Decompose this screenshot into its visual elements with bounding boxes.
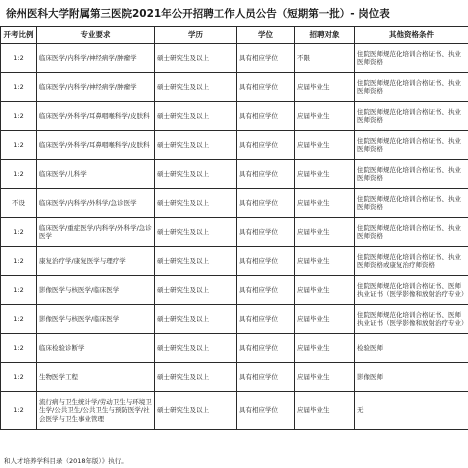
cell-target: 应届毕业生 [295, 334, 355, 363]
header-ratio: 开考比例 [1, 27, 37, 44]
cell-ratio: 1:2 [1, 131, 37, 160]
cell-other: 住院医师规范化培训合格证书、执业医师资格 [355, 102, 468, 131]
cell-education: 硕士研究生及以上 [155, 44, 237, 73]
cell-major: 生物医学工程 [37, 363, 155, 392]
header-target: 招聘对象 [295, 27, 355, 44]
job-table [0, 26, 468, 430]
table-row [1, 189, 468, 218]
cell-ratio: 不设 [1, 189, 37, 218]
cell-ratio: 1:2 [1, 305, 37, 334]
cell-degree: 具有相应学位 [237, 44, 295, 73]
table-row [1, 102, 468, 131]
cell-other: 住院医师规范化培训合格证书、执业医师资格或康复治疗师资格 [355, 247, 468, 276]
cell-major: 康复治疗学/康复医学与理疗学 [37, 247, 155, 276]
table-row [1, 305, 468, 334]
cell-education: 硕士研究生及以上 [155, 131, 237, 160]
footer-note: 和人才培养学科目录（2018年版）》执行。 [4, 457, 128, 465]
header-other: 其他资格条件 [355, 27, 468, 44]
cell-education: 硕士研究生及以上 [155, 102, 237, 131]
cell-ratio: 1:2 [1, 102, 37, 131]
cell-ratio: 1:2 [1, 73, 37, 102]
cell-other: 住院医师规范化培训合格证书、执业医师资格 [355, 218, 468, 247]
cell-target: 应届毕业生 [295, 189, 355, 218]
cell-target: 应届毕业生 [295, 73, 355, 102]
table-row [1, 334, 468, 363]
cell-other: 住院医师规范化培训合格证书、执业医师资格 [355, 44, 468, 73]
cell-education: 硕士研究生及以上 [155, 73, 237, 102]
cell-other: 住院医师规范化培训合格证书、执业医师资格 [355, 131, 468, 160]
cell-target: 应届毕业生 [295, 102, 355, 131]
cell-degree: 具有相应学位 [237, 363, 295, 392]
cell-degree: 具有相应学位 [237, 73, 295, 102]
cell-education: 硕士研究生及以上 [155, 189, 237, 218]
cell-ratio: 1:2 [1, 276, 37, 305]
cell-ratio: 1:2 [1, 44, 37, 73]
table-row [1, 44, 468, 73]
cell-major: 临床医学/内科学/神经病学/肿瘤学 [37, 73, 155, 102]
cell-major: 临床医学/儿科学 [37, 160, 155, 189]
cell-ratio: 1:2 [1, 334, 37, 363]
table-row [1, 73, 468, 102]
cell-major: 影像医学与核医学/临床医学 [37, 276, 155, 305]
cell-education: 硕士研究生及以上 [155, 276, 237, 305]
cell-other: 住院医师规范化培训合格证书、执业医师资格 [355, 160, 468, 189]
cell-ratio: 1:2 [1, 392, 37, 430]
table-row [1, 247, 468, 276]
table-row [1, 392, 468, 430]
cell-target: 应届毕业生 [295, 276, 355, 305]
cell-degree: 具有相应学位 [237, 160, 295, 189]
cell-other: 影像医师 [355, 363, 468, 392]
cell-major: 流行病与卫生统计学/劳动卫生与环境卫生学/公共卫生/公共卫生与预防医学/社会医学与卫生事业管理 [37, 392, 155, 430]
cell-degree: 具有相应学位 [237, 334, 295, 363]
cell-target: 应届毕业生 [295, 305, 355, 334]
cell-degree: 具有相应学位 [237, 131, 295, 160]
cell-target: 应届毕业生 [295, 131, 355, 160]
header-education: 学历 [155, 27, 237, 44]
cell-ratio: 1:2 [1, 218, 37, 247]
cell-ratio: 1:2 [1, 160, 37, 189]
header-degree: 学位 [237, 27, 295, 44]
cell-degree: 具有相应学位 [237, 305, 295, 334]
cell-major: 临床医学/内科学/外科学/急诊医学 [37, 189, 155, 218]
cell-education: 硕士研究生及以上 [155, 160, 237, 189]
cell-degree: 具有相应学位 [237, 189, 295, 218]
cell-major: 临床医学/外科学/耳鼻咽喉科学/皮肤科 [37, 102, 155, 131]
cell-major: 临床医学/内科学/神经病学/肿瘤学 [37, 44, 155, 73]
table-row [1, 160, 468, 189]
cell-target: 应届毕业生 [295, 392, 355, 430]
table-row [1, 131, 468, 160]
cell-degree: 具有相应学位 [237, 102, 295, 131]
table-row [1, 218, 468, 247]
cell-target: 应届毕业生 [295, 160, 355, 189]
cell-other: 住院医师规范化培训合格证书、医师执业证书（医学影像和放射治疗专业） [355, 305, 468, 334]
cell-degree: 具有相应学位 [237, 247, 295, 276]
cell-major: 影像医学与核医学/临床医学 [37, 305, 155, 334]
cell-ratio: 1:2 [1, 247, 37, 276]
cell-ratio: 1:2 [1, 363, 37, 392]
cell-education: 硕士研究生及以上 [155, 363, 237, 392]
cell-target: 不限 [295, 44, 355, 73]
cell-target: 应届毕业生 [295, 363, 355, 392]
cell-target: 应届毕业生 [295, 247, 355, 276]
cell-major: 临床医学/外科学/耳鼻咽喉科学/皮肤科 [37, 131, 155, 160]
cell-major: 临床检验诊断学 [37, 334, 155, 363]
cell-education: 硕士研究生及以上 [155, 247, 237, 276]
cell-degree: 具有相应学位 [237, 392, 295, 430]
page-title: 徐州医科大学附属第三医院2021年公开招聘工作人员公告（短期第一批）- 岗位表 [6, 8, 390, 20]
header-major: 专业要求 [37, 27, 155, 44]
cell-other: 住院医师规范化培训合格证书、执业医师资格 [355, 189, 468, 218]
cell-education: 硕士研究生及以上 [155, 218, 237, 247]
cell-other: 无 [355, 392, 468, 430]
cell-education: 硕士研究生及以上 [155, 305, 237, 334]
cell-education: 硕士研究生及以上 [155, 334, 237, 363]
cell-other: 住院医师规范化培训合格证书、执业医师资格 [355, 73, 468, 102]
cell-target: 应届毕业生 [295, 218, 355, 247]
cell-other: 住院医师规范化培训合格证书、医师执业证书（医学影像和放射治疗专业） [355, 276, 468, 305]
cell-degree: 具有相应学位 [237, 276, 295, 305]
cell-degree: 具有相应学位 [237, 218, 295, 247]
table-row [1, 276, 468, 305]
table-row [1, 363, 468, 392]
cell-major: 临床医学/重症医学/内科学/外科学/急诊医学 [37, 218, 155, 247]
cell-other: 检验医师 [355, 334, 468, 363]
cell-education: 硕士研究生及以上 [155, 392, 237, 430]
table-header-row [1, 27, 468, 44]
